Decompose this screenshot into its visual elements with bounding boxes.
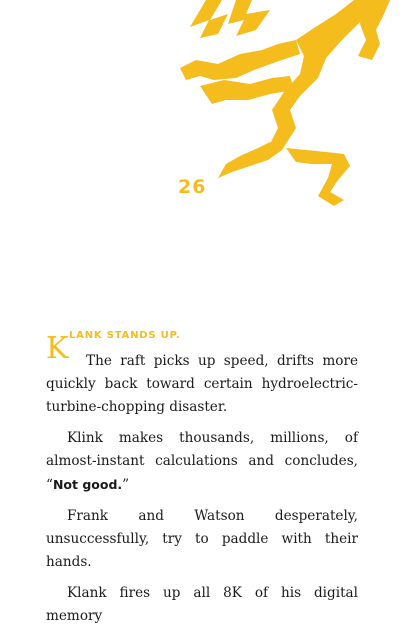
chapter-number: 26 [178,176,207,198]
chapter-text [46,330,358,628]
paragraph-2-text: Klink makes thousands, millions, of almost-instant calculations and concludes, “ [46,430,358,493]
chapter-opener [46,330,358,366]
paragraph-4: Klank fires up all 8K of his digital memory [46,585,358,624]
lead-in-heading: LANK STANDS UP. [69,330,181,341]
quoted-words: Not good. [52,477,123,492]
paragraph-1: The raft picks up speed, drifts more quickly back toward certain hydroelectric-turbine-chopping disaster. [46,353,358,415]
paragraph-3: Frank and Watson desperately, unsuccessfully, try to paddle with their hands. [46,508,358,570]
paragraph-2 [46,427,358,497]
paragraph-2-close-quote: ” [122,477,130,493]
drop-cap: K [46,331,69,366]
